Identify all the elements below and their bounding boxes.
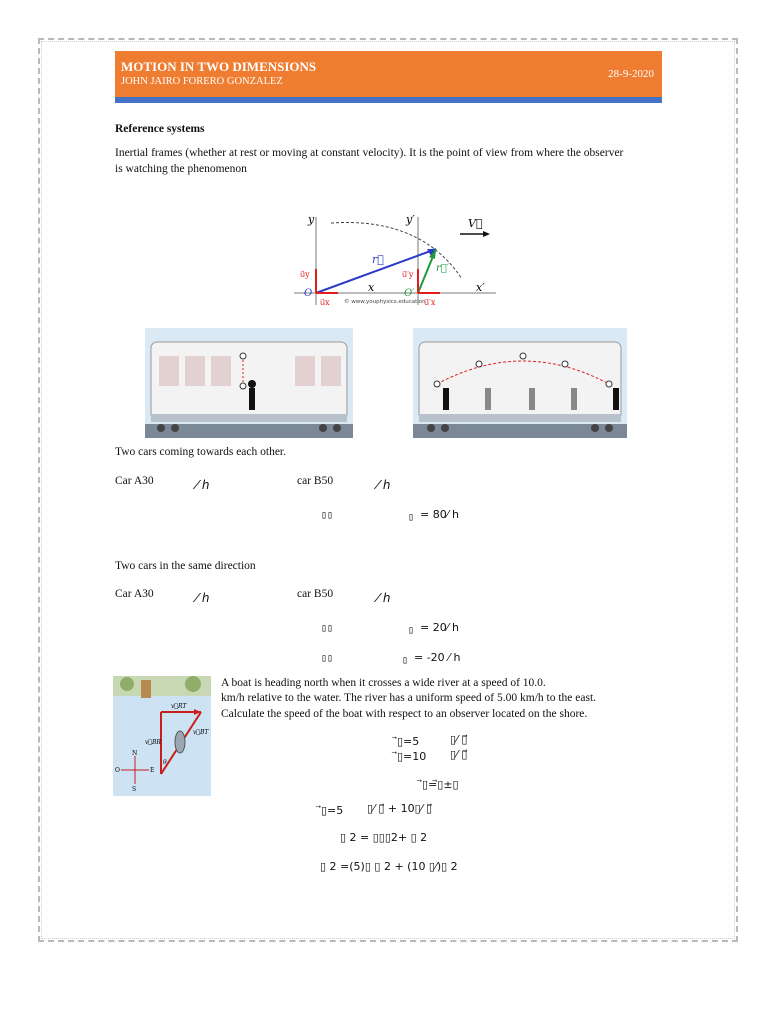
boat-problem-line-2: km/h relative to the water. The river has a uniform speed of 5.00 km/h to the east. [221,692,597,704]
boat [175,731,185,753]
figure-credit: © www.youphysics.education [344,299,426,305]
person-silhouette [529,388,535,410]
ball [434,381,440,387]
case1-unit-a: ⁄ h [196,478,210,492]
boat-problem-line-3: Calculate the speed of the boat with respect to an observer located on the shore. [221,708,588,720]
dock [141,680,151,698]
case1-relative-velocity-symbol: ▯▯ [321,510,334,521]
wheel [591,424,599,432]
equation-vector-sum: ⃗▯=⃗▯±▯ [422,778,459,791]
case1-car-b: car B50 [297,475,334,487]
label-vbr: v⃗BR [145,739,161,746]
case2-rel2-box: ▯ [402,655,409,666]
case2-car-a: Car A30 [115,588,154,600]
person-silhouette [485,388,491,410]
label-vrt: v⃗RT [171,703,187,710]
label-x-prime: x′ [476,281,485,294]
compass-o: O [115,767,120,774]
case2-unit-a: ⁄ h [196,591,210,605]
label-x: x [368,281,375,294]
equation-vbr-unit: ▯⁄ ▯⃗ [450,748,468,761]
label-v: V⃗ [468,217,483,230]
train-window [159,356,179,386]
document-title: MOTION IN TWO DIMENSIONS [121,59,317,74]
case2-title: Two cars in the same direction [115,560,256,572]
compass-n: N [132,750,138,757]
ball [240,353,246,359]
compass-e: E [150,767,155,774]
tree [185,676,201,692]
ball [520,353,526,359]
train-window [211,356,231,386]
label-uy-prime: u⃗′y [402,270,414,279]
tree [120,677,134,691]
label-y: y [308,213,315,226]
case1-relative-velocity-value: = 80⁄ h [420,508,460,521]
case2-rel2-value: = -20 ⁄ h [414,651,461,664]
ball [606,381,612,387]
label-ux-prime: u⃗′x [424,298,436,307]
boat-river-figure [113,676,211,796]
equation-vbt: ⃗▯=5 [321,804,344,817]
train-figure-moving [413,328,627,438]
train-window [185,356,205,386]
case2-rel1-box: ▯ [408,625,415,636]
ball [476,361,482,367]
ball [240,383,246,389]
wheel [157,424,165,432]
boat-problem-line-1: A boat is heading north when it crosses a wide river at a speed of 10.0. [221,677,546,689]
frame-velocity-arrowhead [483,231,490,237]
label-origin: O [304,288,313,299]
case1-relative-velocity-box: ▯ [408,512,415,523]
label-r-prime: r⃗′ [436,263,450,274]
section-heading: Reference systems [115,123,205,135]
train-window [295,356,315,386]
equation-vrt: ⃗▯=5 [397,735,420,748]
wheel [333,424,341,432]
document-author: JOHN JAIRO FORERO GONZALEZ [121,76,283,87]
train-car [419,342,621,420]
wheel [171,424,179,432]
label-y-prime: y′ [406,213,415,226]
person-head [248,380,256,388]
person-silhouette [613,388,619,410]
train-figure-rest [145,328,353,438]
intro-line-1: Inertial frames (whether at rest or moving at constant velocity). It is the point of view from where the observer [115,147,624,159]
label-r: r⃗ [372,253,384,266]
train-base [419,414,621,422]
label-vbt: v⃗BT [193,729,209,736]
person-silhouette [571,388,577,410]
compass-s: S [132,786,137,793]
person-silhouette [443,388,449,410]
ball [562,361,568,367]
case1-unit-b: ⁄ h [377,478,391,492]
label-theta: θ [163,759,167,766]
document-header [115,51,662,97]
wheel [605,424,613,432]
case2-rel1-symbol: ▯▯ [321,623,334,634]
document-date: 28-9-2020 [608,68,654,80]
person-silhouette [249,388,255,410]
equation-vrt-unit: ▯⁄ ▯⃗ [450,733,468,746]
train-base [151,414,347,422]
train-window [321,356,341,386]
intro-line-2: is watching the phenomenon [115,163,247,175]
equation-substitution: ▯ 2 =(5)▯ ▯ 2 + (10 ▯⁄)▯ 2 [320,860,458,873]
reference-frames-figure [286,207,502,309]
case2-unit-b: ⁄ h [377,591,391,605]
header-accent-bar [115,97,662,103]
case1-title: Two cars coming towards each other. [115,446,287,458]
equation-pythagoras: ▯ 2 = ▯▯▯2+ ▯ 2 [340,831,428,844]
equation-vbr: ⃗▯=10 [397,750,427,763]
wheel [319,424,327,432]
label-origin-prime: O′ [404,288,415,299]
equation-vbt-components: ▯⁄ ▯⃗ + 10▯⁄ ▯⃗ [367,802,433,815]
label-ux: u⃗x [320,298,330,307]
case1-car-a: Car A30 [115,475,154,487]
case2-car-b: car B50 [297,588,334,600]
wheel [427,424,435,432]
wheel [441,424,449,432]
case2-rel2-symbol: ▯▯ [321,653,334,664]
label-uy: u⃗y [300,270,310,279]
case2-rel1-value: = 20⁄ h [420,621,460,634]
